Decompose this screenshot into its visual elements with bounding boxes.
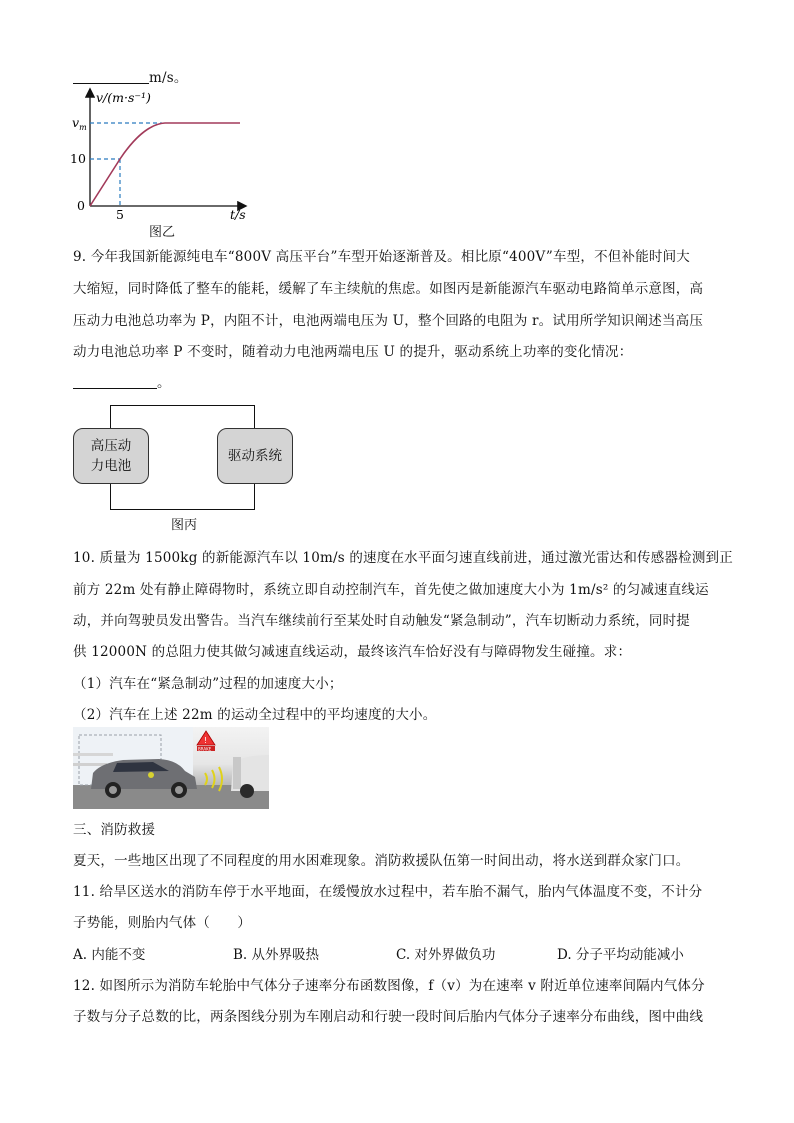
- svg-text:!: !: [204, 736, 208, 745]
- q10-sub-1: （1）汽车在“紧急制动”过程的加速度大小；: [73, 676, 343, 692]
- q10-line-3: 动，并向驾驶员发出警告。当汽车继续前行至某处时自动触发“紧急制动”，汽车切断动力系统，同时提: [73, 613, 691, 629]
- y-tick-vm: $v_m$: [72, 115, 87, 132]
- answer-line-speed: [73, 66, 188, 86]
- q11-line-1: 11. 给旱区送水的消防车停于水平地面，在缓慢放水过程中，若车胎不漏气，胎内气体温度不变，不计分: [73, 884, 703, 900]
- q10-sub-2: （2）汽车在上述 22m 的运动全过程中的平均速度的大小。: [73, 707, 437, 723]
- q11-choice-c: C. 对外界做负功: [396, 947, 496, 963]
- q9-end-mark: 。: [157, 375, 171, 391]
- drive-system-box: [217, 428, 293, 484]
- battery-label-line2: 力电池: [90, 458, 132, 474]
- y-tick-10: 10: [70, 151, 86, 166]
- q10-line-4: 供 12000N 的总阻力使其做匀减速直线运动，最终该汽车恰好没有与障碍物发生碰撞。求：: [73, 644, 632, 660]
- battery-label-line1: 高压动: [90, 438, 132, 454]
- q9-line-4: 动力电池总功率 P 不变时，随着动力电池两端电压 U 的提升，驱动系统上功率的变化情况：: [73, 344, 633, 360]
- car-scene: [73, 727, 269, 809]
- y-axis-label: v/(m·s⁻¹): [96, 90, 151, 105]
- q11-line-2: 子势能，则胎内气体（ ）: [73, 915, 252, 931]
- brake-sign-text: BRAKE: [198, 746, 212, 752]
- figure-caption-yi: 图乙: [149, 225, 176, 240]
- x-tick-5: 5: [116, 207, 124, 222]
- q9-line-1: 9. 今年我国新能源纯电车“800V 高压平台”车型开始逐渐普及。相比原“400V”车型，不但补能时间大: [73, 249, 690, 265]
- velocity-curve: [90, 123, 240, 206]
- q10-line-1: 10. 质量为 1500kg 的新能源汽车以 10m/s 的速度在水平面匀速直线前进，通过激光雷达和传感器检测到正: [73, 550, 733, 566]
- origin-label: 0: [77, 198, 85, 213]
- q10-line-2: 前方 22m 处有静止障碍物时，系统立即自动控制汽车，首先使之做加速度大小为 1m/s² 的匀减速直线运: [73, 582, 709, 598]
- section-heading: 三、消防救援: [73, 822, 156, 838]
- q9-line-3: 压动力电池总功率为 P，内阻不计，电池两端电压为 U，整个回路的电阻为 r。试用所学知识阐述当高压: [73, 313, 704, 329]
- velocity-time-graph: [70, 86, 250, 241]
- q11-choice-a: A. 内能不变: [73, 947, 146, 963]
- q11-choice-d: D. 分子平均动能减小: [557, 947, 684, 963]
- section-intro: 夏天，一些地区出现了不同程度的用水困难现象。消防救援队伍第一时间出动，将水送到群众家门口。: [73, 853, 690, 869]
- x-axis-label: t/s: [230, 207, 246, 222]
- q12-line-1: 12. 如图所示为消防车轮胎中气体分子速率分布函数图像，f（v）为在速率 v 附近单位速率间隔内气体分: [73, 978, 705, 994]
- answer-blank: [73, 374, 157, 389]
- q11-choice-b: B. 从外界吸热: [233, 947, 320, 963]
- drive-system-label: 驱动系统: [228, 448, 282, 464]
- q9-line-2: 大缩短，同时降低了整车的能耗，缓解了车主续航的焦虑。如图丙是新能源汽车驱动电路简单示意图，高: [73, 281, 704, 297]
- battery-box: [73, 428, 149, 484]
- answer-blank: [73, 69, 149, 84]
- car-braking-photo: [73, 727, 269, 809]
- q9-answer-line: [73, 371, 171, 391]
- q12-line-2: 子数与分子总数的比，两条图线分别为车刚启动和行驶一段时间后胎内气体分子速率分布曲线，图中曲线: [73, 1009, 704, 1025]
- figure-caption-bing: 图丙: [171, 518, 198, 533]
- unit-tail: m/s。: [149, 70, 188, 86]
